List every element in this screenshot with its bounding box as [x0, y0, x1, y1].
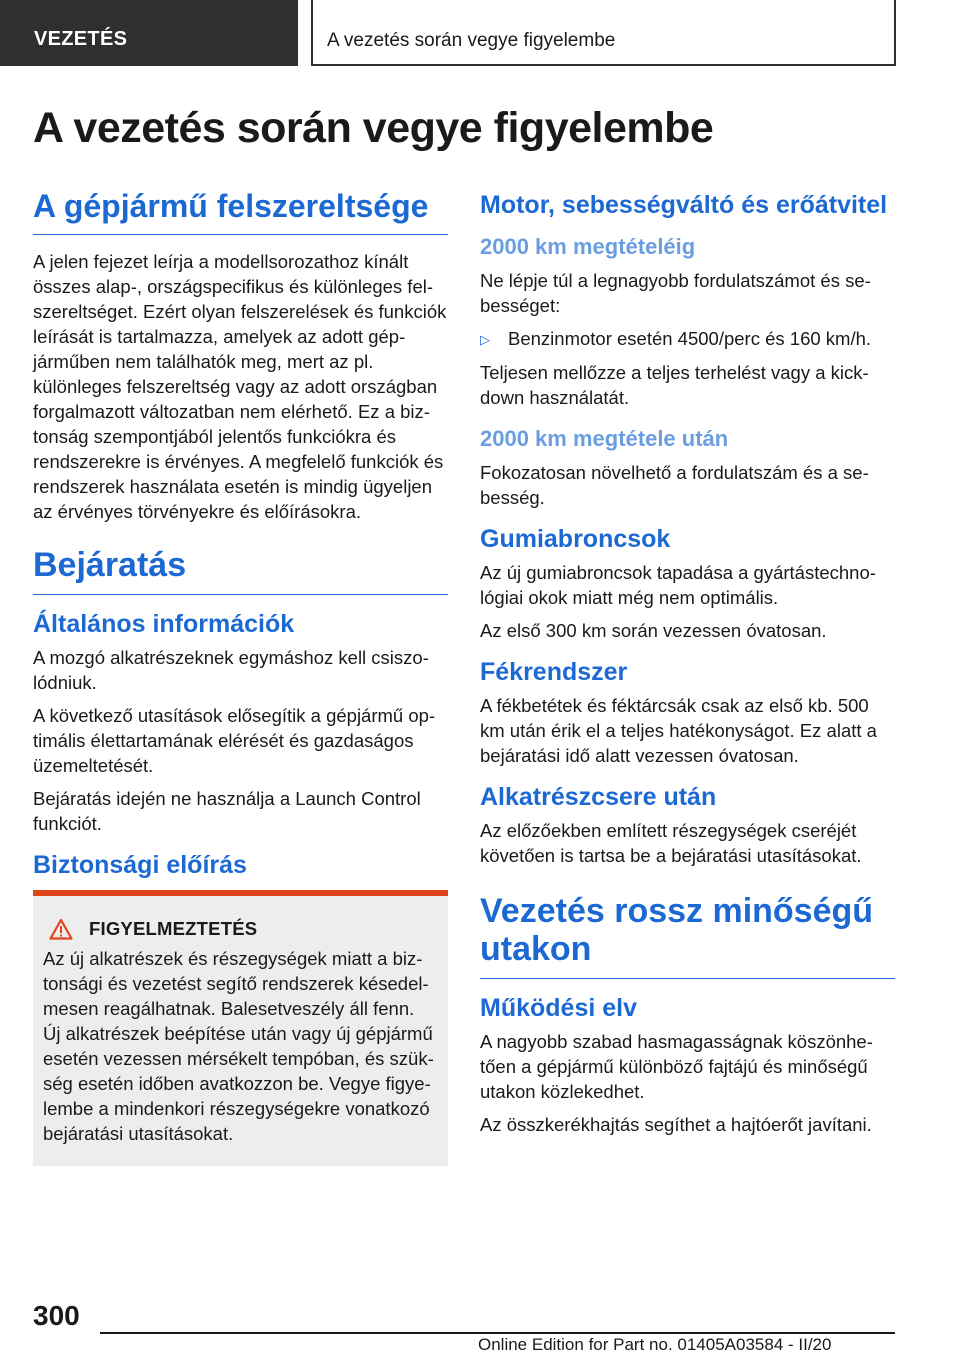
section-tab-label: VEZETÉS — [34, 28, 128, 50]
triangle-bullet-icon: ▷ — [480, 332, 490, 347]
tires-heading: Gumiabroncsok — [480, 525, 671, 553]
principle-text-2: Az összkerékhajtás segíthet a hajtóerőt javítani. — [480, 1114, 872, 1135]
warning-box — [33, 890, 448, 1166]
principle-heading: Működési elv — [480, 994, 637, 1022]
until-2000-text-2: Teljesen mellőzze a teljes terhelést vagy a kickdown használatát. — [480, 362, 869, 408]
roads-heading: Vezetés rossz minőségű utakon — [480, 892, 895, 979]
right-column — [480, 190, 895, 1145]
list-item — [480, 326, 895, 352]
general-info-heading: Általános információk — [33, 610, 295, 638]
brakes-text: A fékbetétek és féktárcsák csak az első kb. 500 km után érik el a teljes hatékonyságot. Ez alatt a bejáratási idő alatt vezessen óvatosan. — [480, 695, 877, 766]
equipment-heading: A gépjármű felszereltsége — [33, 188, 448, 235]
principle-text-1: A nagyobb szabad hasmagasságnak köszönhetően a gépjármű különböző fajtájú és minőségű utakon közlekedhet. — [480, 1031, 873, 1102]
tires-text-1: Az új gumiabroncsok tapadása a gyártástechnológiai okok miatt még nem optimális. — [480, 562, 876, 608]
warning-text: Az új alkatrészek és részegységek miatt a biztonsági és vezetést segítő rendszerek késedelmesen reagálhatnak. Balesetveszély áll fenn. Új alkatrészek beépítése után vagy új gépjármű esetén vezessen mérsékelt tempóban, és szükség esetén időben avatkozzon be. Vegye figyelembe a mindenkori részegységekre vonatkozó bejáratási utasításokat. — [43, 948, 434, 1144]
footer-divider — [100, 1332, 895, 1334]
edition-text: Online Edition for Part no. 01405A03584 - II/20 — [478, 1335, 832, 1354]
page-title: A vezetés során vegye figyelembe — [33, 104, 714, 152]
tires-text-2: Az első 300 km során vezessen óvatosan. — [480, 620, 827, 641]
breakin-heading: Bejáratás — [33, 546, 448, 595]
section-tab[interactable] — [0, 0, 298, 66]
chapter-tab[interactable] — [311, 0, 896, 66]
engine-heading: Motor, sebességváltó és erőátvitel — [480, 191, 888, 219]
parts-text: Az előzőekben említett részegységek cseréjét követően is tartsa be a bejáratási utasításokat. — [480, 820, 862, 866]
until-2000-heading: 2000 km megtételéig — [480, 234, 696, 259]
chapter-tab-label: A vezetés során vegye figyelembe — [327, 30, 616, 51]
warning-triangle-icon — [49, 918, 73, 940]
breakin-p1: A mozgó alkatrészeknek egymáshoz kell csiszolódniuk. — [33, 647, 429, 693]
after-2000-text: Fokozatosan növelhető a fordulatszám és a sebesség. — [480, 462, 869, 508]
equipment-body: A jelen fejezet leírja a modellsorozathoz kínált összes alap-, országspecifikus és különleges felszereltséget. Ezért olyan felszerelések és funkciók leírását is tartalmazza, amelyek az adott gépjárműben nem találhatók meg, mert az pl. különleges felszereltség vagy az adott országban forgalmazott változatban nem elérhető. Ez a biztonság szempontjából jelentős funkciókra és rendszerekre is érvényes. A megfelelő funkciók és rendszerek használata esetén is mindig ügyeljen az érvényes törvényekre és előírásokra. — [33, 251, 447, 522]
warning-label: FIGYELMEZTETÉS — [89, 918, 258, 939]
safety-heading: Biztonsági előírás — [33, 851, 247, 879]
top-bar — [0, 0, 960, 66]
brakes-heading: Fékrendszer — [480, 658, 628, 686]
parts-heading: Alkatrészcsere után — [480, 783, 717, 811]
bullet-text: Benzinmotor esetén 4500/perc és 160 km/h. — [508, 328, 872, 349]
page-number: 300 — [33, 1300, 80, 1331]
left-column — [33, 188, 448, 1166]
after-2000-heading: 2000 km megtétele után — [480, 426, 729, 451]
breakin-p3: Bejáratás idején ne használja a Launch Control funkciót. — [33, 788, 421, 834]
until-2000-text: Ne lépje túl a legnagyobb fordulatszámot és sebességet: — [480, 270, 871, 316]
breakin-p2: A következő utasítások elősegítik a gépjármű optimális élettartamának elérését és gazdaságos üzemeltetését. — [33, 705, 436, 776]
